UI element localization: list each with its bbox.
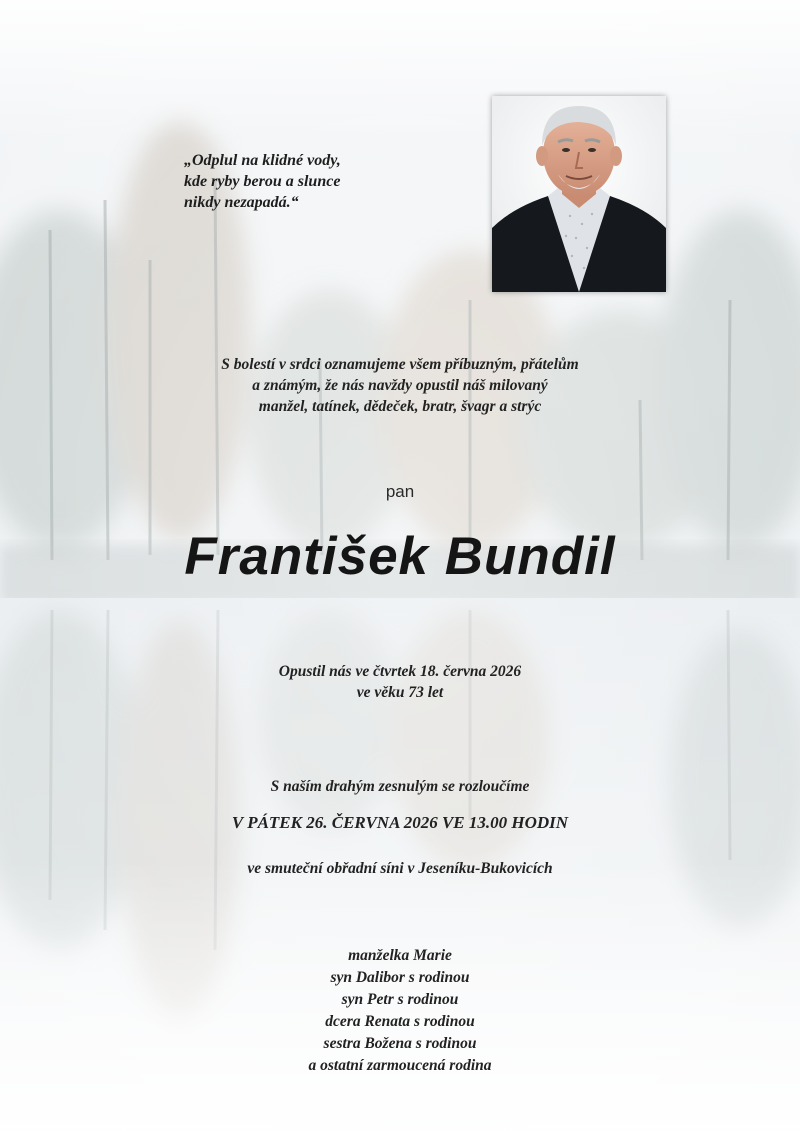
title-prefix: pan [385, 482, 415, 501]
deceased-name: František Bundil [184, 527, 616, 586]
death-date: Opustil nás ve čtvrtek 18. června 2026 [278, 663, 522, 680]
family-member: syn Petr s rodinou [341, 991, 459, 1008]
family-member: a ostatní zarmoucená rodina [308, 1057, 492, 1074]
quote-line: nikdy nezapadá.“ [184, 194, 299, 211]
funeral-intro: S naším drahým zesnulým se rozloučíme [270, 778, 530, 795]
quote-line: „Odplul na klidné vody, [184, 152, 341, 169]
quote-line: kde ryby berou a slunce [184, 173, 341, 190]
family-member: dcera Renata s rodinou [325, 1013, 475, 1030]
death-age: ve věku 73 let [356, 684, 444, 701]
announcement-line: a známým, že nás navždy opustil náš milovaný [252, 377, 548, 394]
funeral-datetime: V PÁTEK 26. ČERVNA 2026 VE 13.00 HODIN [231, 813, 569, 832]
family-member: manželka Marie [348, 947, 452, 964]
funeral-location: ve smuteční obřadní síni v Jeseníku-Bukovicích [247, 860, 553, 877]
family-member: sestra Božena s rodinou [323, 1035, 477, 1052]
family-member: syn Dalibor s rodinou [330, 969, 470, 986]
announcement-line: manžel, tatínek, dědeček, bratr, švagr a strýc [258, 398, 542, 415]
portrait-photo [492, 96, 666, 292]
announcement-line: S bolestí v srdci oznamujeme všem příbuzným, přátelům [221, 356, 579, 373]
